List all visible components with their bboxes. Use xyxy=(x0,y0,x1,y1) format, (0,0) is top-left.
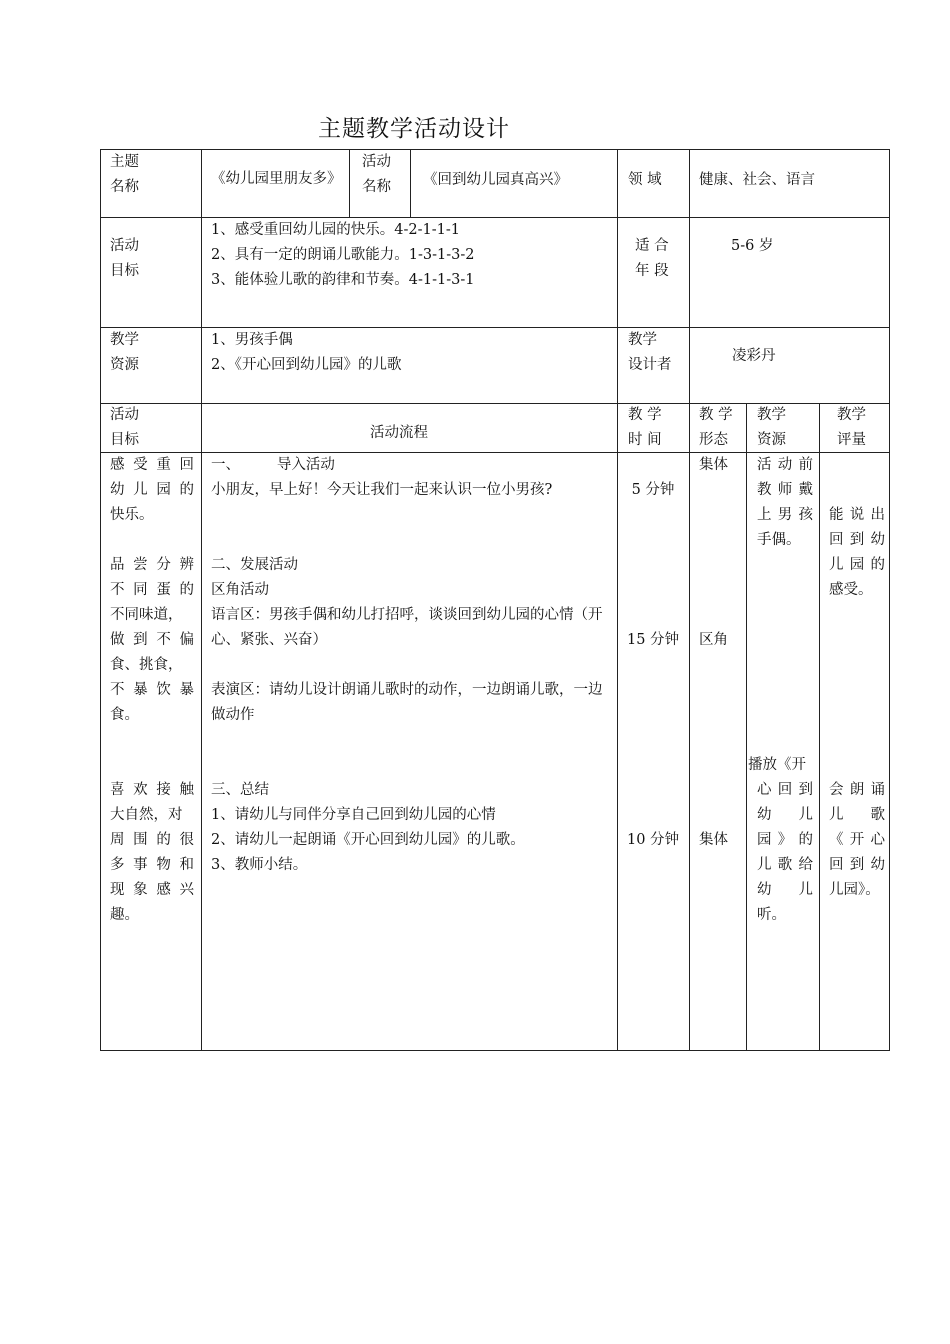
column-divider xyxy=(201,150,202,1050)
step2-title: 二、发展活动 xyxy=(211,557,298,573)
step2-language-area: 语言区：男孩手偶和幼儿打招呼，谈谈回到幼儿园的心情（开心、紧张、兴奋） xyxy=(211,607,603,648)
designer-value: 凌彩丹 xyxy=(732,348,776,364)
process-goal-line: 感 受 重 回 xyxy=(110,457,194,473)
column-divider xyxy=(349,150,350,217)
page-title: 主题教学活动设计 xyxy=(318,116,510,142)
designer-label: 教学 xyxy=(628,332,657,348)
evaluation-line: 感受。 xyxy=(829,582,873,598)
process-resource-line: 心 回 到 xyxy=(757,782,813,798)
goal-item: 3、能体验儿歌的韵律和节奏。4-1-1-3-1 xyxy=(211,272,475,288)
evaluation-line: 回 到 幼 xyxy=(829,857,885,873)
step1-text: 小朋友，早上好！今天让我们一起来认识一位小男孩? xyxy=(211,482,553,498)
step3-item: 2、请幼儿一起朗诵《开心回到幼儿园》的儿歌。 xyxy=(211,832,525,848)
process-resource-line: 园 》 的 xyxy=(757,832,813,848)
process-goal-line: 喜 欢 接 触 xyxy=(110,782,194,798)
process-goal-line: 食。 xyxy=(110,707,139,723)
theme-name: 《幼儿园里朋友多》 xyxy=(211,171,342,187)
process-goal-line: 幼 儿 园 的 xyxy=(110,482,194,498)
process-goal-line: 食、挑食， xyxy=(110,657,183,673)
age-value: 5-6 岁 xyxy=(731,238,774,254)
evaluation-header: 评量 xyxy=(837,432,866,448)
theme-label: 主题 xyxy=(110,154,139,170)
process-resource-line: 上 男 孩 xyxy=(757,507,813,523)
process-goal-line: 多 事 物 和 xyxy=(110,857,194,873)
resources-label: 教学 xyxy=(110,332,139,348)
form-header: 形态 xyxy=(699,432,728,448)
process-goal-line: 周 围 的 很 xyxy=(110,832,194,848)
resource-header: 教学 xyxy=(757,407,786,423)
step3-item: 1、请幼儿与同伴分享自己回到幼儿园的心情 xyxy=(211,807,496,823)
process-goal-line: 不同味道， xyxy=(110,607,183,623)
step3-title: 三、总结 xyxy=(211,782,269,798)
step1-title: 一、 导入活动 xyxy=(211,457,335,473)
age-label: 年 段 xyxy=(635,263,669,279)
column-divider xyxy=(689,403,690,1050)
process-goal-line: 品 尝 分 辨 xyxy=(110,557,194,573)
process-goal-line: 现 象 感 兴 xyxy=(110,882,194,898)
time-value: 10 分钟 xyxy=(626,832,680,848)
step2-sub: 区角活动 xyxy=(211,582,269,598)
evaluation-header: 教学 xyxy=(837,407,866,423)
form-value: 集体 xyxy=(699,832,728,848)
designer-label: 设计者 xyxy=(628,357,672,373)
resource-header: 资源 xyxy=(757,432,786,448)
time-header: 教 学 xyxy=(628,407,662,423)
evaluation-line: 《 开 心 xyxy=(829,832,885,848)
form-value: 集体 xyxy=(699,457,728,473)
column-divider xyxy=(689,150,690,403)
resources-label: 资源 xyxy=(110,357,139,373)
process-resource-line: 幼 儿 xyxy=(757,882,813,898)
theme-label: 名称 xyxy=(110,179,139,195)
evaluation-line: 能 说 出 xyxy=(829,507,885,523)
activity-label: 活动 xyxy=(362,154,391,170)
activity-name: 《回到幼儿园真高兴》 xyxy=(423,172,568,188)
domain-value: 健康、社会、语言 xyxy=(699,172,815,188)
evaluation-line: 儿 园 的 xyxy=(829,557,885,573)
step3-item: 3、教师小结。 xyxy=(211,857,308,873)
evaluation-line: 儿 歌 xyxy=(829,807,885,823)
activity-design-table xyxy=(100,149,890,1051)
process-resource-line: 儿 歌 给 xyxy=(757,857,813,873)
step2-performance-area: 表演区：请幼儿设计朗诵儿歌时的动作，一边朗诵儿歌，一边做动作 xyxy=(211,682,603,723)
evaluation-line: 儿园》。 xyxy=(829,882,880,898)
process-goal-line: 做 到 不 偏 xyxy=(110,632,194,648)
evaluation-line: 会 朗 诵 xyxy=(829,782,885,798)
form-value: 区角 xyxy=(699,632,728,648)
goals-label: 目标 xyxy=(110,263,139,279)
time-header: 时 间 xyxy=(628,432,662,448)
column-divider xyxy=(819,403,820,1050)
process-resource-line: 播放《开 xyxy=(748,757,806,773)
time-value: 5 分钟 xyxy=(631,482,675,498)
resource-item: 1、男孩手偶 xyxy=(211,332,293,348)
form-header: 教 学 xyxy=(699,407,733,423)
process-resource-line: 幼 儿 xyxy=(757,807,813,823)
process-resource-line: 听。 xyxy=(757,907,786,923)
resource-item: 2、《开心回到幼儿园》的儿歌 xyxy=(211,357,402,373)
domain-label: 领 域 xyxy=(628,172,662,188)
process-goal-line: 快乐。 xyxy=(110,507,154,523)
goal-item: 1、感受重回幼儿园的快乐。4-2-1-1-1 xyxy=(211,222,460,238)
goal-item: 2、具有一定的朗诵儿歌能力。1-3-1-3-2 xyxy=(211,247,475,263)
process-goal-line: 趣。 xyxy=(110,907,139,923)
process-resource-line: 活 动 前 xyxy=(757,457,813,473)
age-label: 适 合 xyxy=(635,238,669,254)
process-resource-line: 手偶。 xyxy=(757,532,801,548)
time-value: 15 分钟 xyxy=(626,632,680,648)
evaluation-line: 回 到 幼 xyxy=(829,532,885,548)
process-goal-header: 目标 xyxy=(110,432,139,448)
process-goal-header: 活动 xyxy=(110,407,139,423)
goals-label: 活动 xyxy=(110,238,139,254)
column-divider xyxy=(746,403,747,1050)
column-divider xyxy=(617,150,618,1050)
process-header: 活动流程 xyxy=(370,425,428,441)
process-resource-line: 教 师 戴 xyxy=(757,482,813,498)
column-divider xyxy=(410,150,411,217)
process-goal-line: 大自然，对 xyxy=(110,807,183,823)
process-goal-line: 不 暴 饮 暴 xyxy=(110,682,194,698)
process-goal-line: 不 同 蛋 的 xyxy=(110,582,194,598)
activity-label: 名称 xyxy=(362,179,391,195)
